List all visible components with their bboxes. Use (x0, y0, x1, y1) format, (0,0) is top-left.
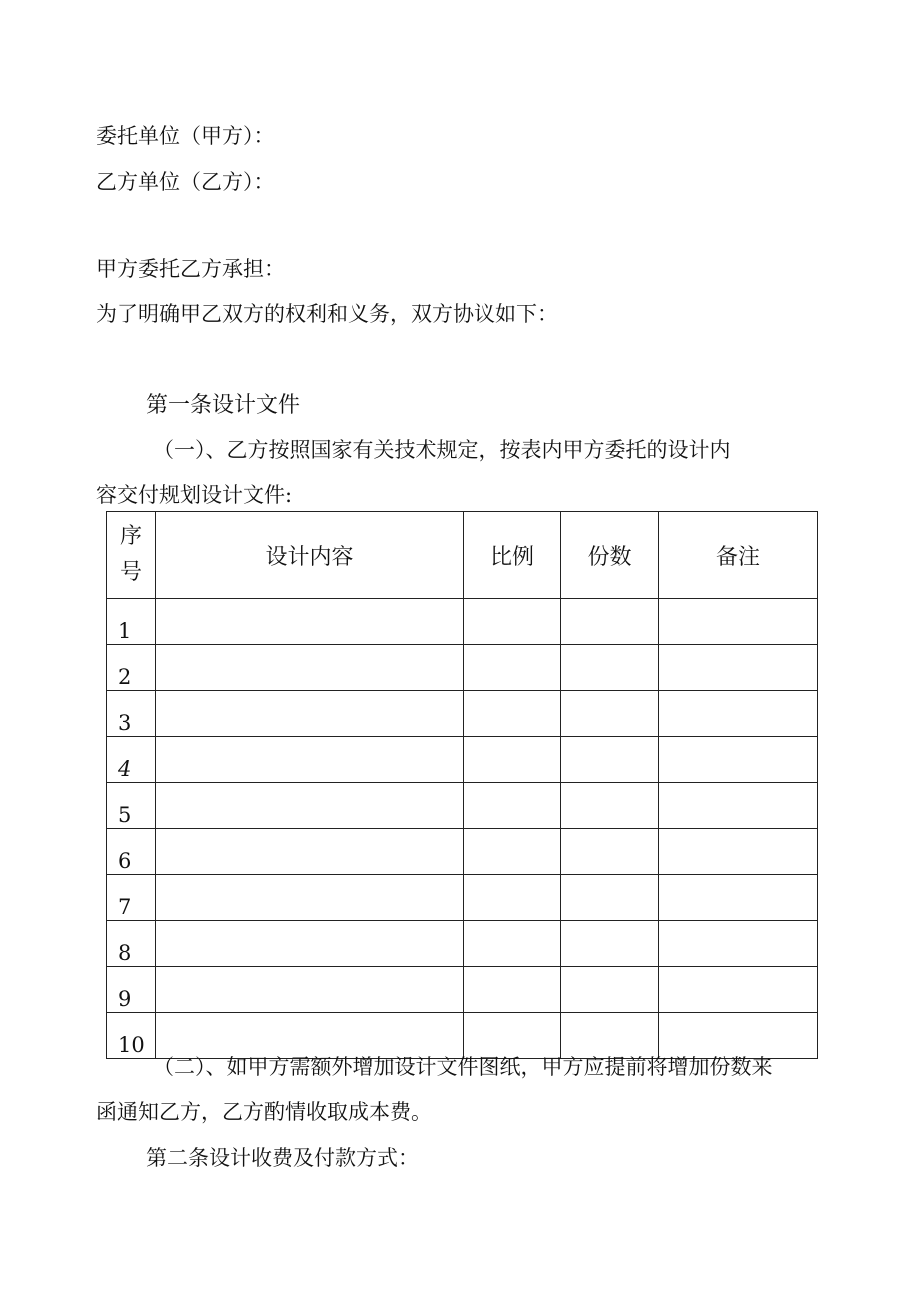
remarks-cell[interactable] (659, 967, 818, 1013)
scale-cell[interactable] (464, 1013, 561, 1059)
table-row (107, 783, 818, 829)
scale-cell[interactable] (464, 599, 561, 645)
party-b-label: 乙方单位（乙方）： (96, 170, 275, 194)
row-number: 3 (107, 691, 156, 737)
design-content-cell[interactable] (156, 875, 464, 921)
remarks-cell[interactable] (659, 1013, 818, 1059)
copies-cell[interactable] (561, 967, 659, 1013)
principal-party-label: 委托单位（甲方）： (96, 124, 275, 148)
header-copies: 份数 (561, 512, 659, 599)
scale-cell[interactable] (464, 921, 561, 967)
table-row (107, 645, 818, 691)
remarks-cell[interactable] (659, 599, 818, 645)
copies-cell[interactable] (561, 829, 659, 875)
row-number: 8 (107, 921, 156, 967)
remarks-cell[interactable] (659, 921, 818, 967)
scale-cell[interactable] (464, 967, 561, 1013)
copies-cell[interactable] (561, 921, 659, 967)
remarks-cell[interactable] (659, 829, 818, 875)
remarks-cell[interactable] (659, 875, 818, 921)
table-row (107, 921, 818, 967)
header-design-content: 设计内容 (156, 512, 464, 599)
design-content-cell[interactable] (156, 599, 464, 645)
row-number: 2 (107, 645, 156, 691)
remarks-cell[interactable] (659, 645, 818, 691)
scale-cell[interactable] (464, 691, 561, 737)
row-number: 4 (107, 737, 156, 783)
row-number: 7 (107, 875, 156, 921)
design-content-cell[interactable] (156, 921, 464, 967)
copies-cell[interactable] (561, 783, 659, 829)
clause-1-line-1: （一）、乙方按照国家有关技术规定，按表内甲方委托的设计内 (153, 438, 731, 462)
design-content-cell[interactable] (156, 737, 464, 783)
article-1-title: 第一条设计文件 (146, 393, 301, 418)
scale-cell[interactable] (464, 645, 561, 691)
scale-cell[interactable] (464, 737, 561, 783)
row-number: 6 (107, 829, 156, 875)
scale-cell[interactable] (464, 829, 561, 875)
clause-1-line-2: 容交付规划设计文件: (96, 483, 293, 507)
copies-cell[interactable] (561, 599, 659, 645)
clause-2-line-2: 函通知乙方，乙方酌情收取成本费。 (96, 1100, 432, 1124)
copies-cell[interactable] (561, 645, 659, 691)
article-2-title: 第二条设计收费及付款方式： (146, 1146, 419, 1170)
table-row (107, 737, 818, 783)
copies-cell[interactable] (561, 691, 659, 737)
design-content-cell[interactable] (156, 691, 464, 737)
table-row (107, 1013, 818, 1059)
row-number: 10 (107, 1013, 156, 1059)
clause-2-line-1: （二）、如甲方需额外增加设计文件图纸，甲方应提前将增加份数来 (153, 1055, 773, 1079)
design-content-cell[interactable] (156, 783, 464, 829)
table-row (107, 875, 818, 921)
header-remarks: 备注 (659, 512, 818, 599)
design-content-cell[interactable] (156, 1013, 464, 1059)
copies-cell[interactable] (561, 737, 659, 783)
entrust-statement: 甲方委托乙方承担： (96, 257, 285, 281)
remarks-cell[interactable] (659, 737, 818, 783)
copies-cell[interactable] (561, 875, 659, 921)
design-documents-table (106, 511, 818, 1059)
header-scale: 比例 (464, 512, 561, 599)
table-header-row (107, 512, 818, 599)
remarks-cell[interactable] (659, 691, 818, 737)
scale-cell[interactable] (464, 875, 561, 921)
table-row (107, 967, 818, 1013)
table-row (107, 599, 818, 645)
scale-cell[interactable] (464, 783, 561, 829)
header-seq (107, 512, 156, 599)
remarks-cell[interactable] (659, 783, 818, 829)
copies-cell[interactable] (561, 1013, 659, 1059)
design-content-cell[interactable] (156, 829, 464, 875)
design-content-cell[interactable] (156, 645, 464, 691)
row-number: 5 (107, 783, 156, 829)
table-row (107, 691, 818, 737)
design-content-cell[interactable] (156, 967, 464, 1013)
row-number: 1 (107, 599, 156, 645)
header-seq-line-2: 号 (119, 560, 142, 585)
header-seq-line-1: 序 (119, 524, 142, 549)
row-number: 9 (107, 967, 156, 1013)
agreement-statement: 为了明确甲乙双方的权利和义务，双方协议如下： (96, 302, 558, 326)
table-row (107, 829, 818, 875)
